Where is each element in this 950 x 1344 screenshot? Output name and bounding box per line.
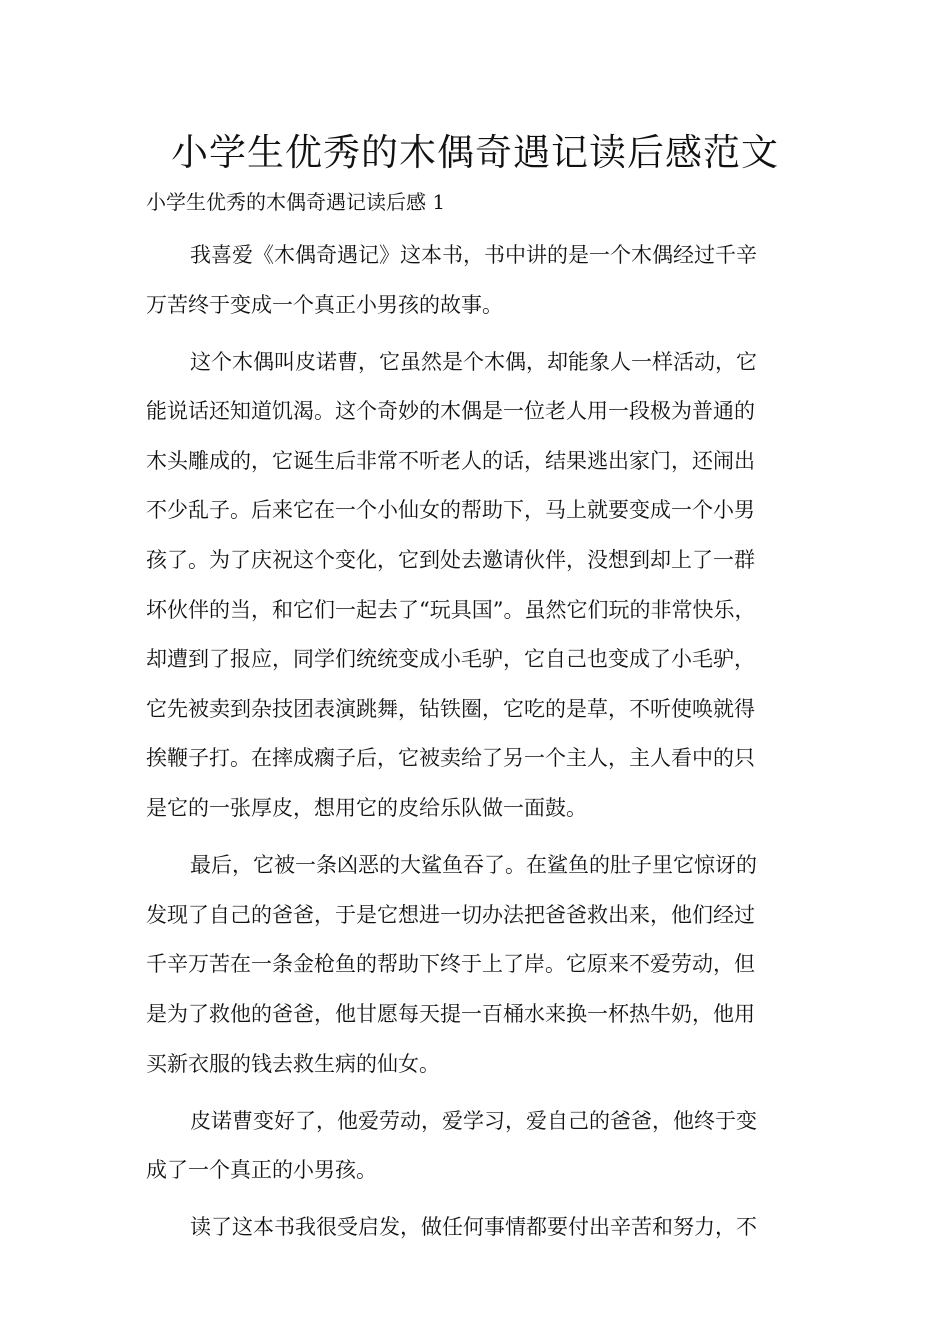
paragraph-line: 却遭到了报应，同学们统统变成小毛驴，它自己也变成了小毛驴，: [146, 647, 755, 672]
paragraph-line: 是为了救他的爸爸，他甘愿每天提一百桶水来换一杯热牛奶，他用: [146, 1001, 755, 1026]
paragraph-line: 坏伙伴的当，和它们一起去了“玩具国”。虽然它们玩的非常快乐，: [146, 597, 756, 622]
paragraph-line: 成了一个真正的小男孩。: [146, 1158, 377, 1183]
paragraph-line: 读了这本书我很受启发，做任何事情都要付出辛苦和努力，不: [190, 1215, 757, 1240]
paragraph-line: 挨鞭子打。在摔成瘸子后，它被卖给了另一个主人，主人看中的只: [146, 746, 755, 771]
paragraph-1: [146, 231, 836, 330]
paragraph-line: 发现了自己的爸爸，于是它想进一切办法把爸爸救出来，他们经过: [146, 902, 755, 927]
paragraph-line: 是它的一张厚皮，想用它的皮给乐队做一面鼓。: [146, 796, 587, 821]
paragraph-line: 能说话还知道饥渴。这个奇妙的木偶是一位老人用一段极为普通的: [146, 399, 755, 424]
paragraph-line: 我喜爱《木偶奇遇记》这本书，书中讲的是一个木偶经过千辛: [190, 243, 757, 267]
paragraph-line: 不少乱子。后来它在一个小仙女的帮助下，马上就要变成一个小男: [146, 498, 755, 523]
paragraph-line: 孩了。为了庆祝这个变化，它到处去邀请伙伴，没想到却上了一群: [146, 548, 755, 573]
paragraph-5: [146, 1203, 836, 1253]
paragraph-line: 皮诺曹变好了，他爱劳动，爱学习，爱自己的爸爸，他终于变: [190, 1108, 757, 1133]
document-title: 小学生优秀的木偶奇遇记读后感范文: [171, 131, 779, 174]
body-text: [146, 231, 836, 1260]
paragraph-line: 最后，它被一条凶恶的大鲨鱼吞了。在鲨鱼的肚子里它惊讶的: [190, 853, 757, 878]
paragraph-2: [146, 338, 836, 834]
paragraph-line: 木头雕成的，它诞生后非常不听老人的话，结果逃出家门，还闹出: [146, 448, 755, 473]
section-heading: 小学生优秀的木偶奇遇记读后感 1: [146, 190, 446, 214]
paragraph-line: 它先被卖到杂技团表演跳舞，钻铁圈，它吃的是草，不听使唤就得: [146, 696, 755, 721]
paragraph-line: 这个木偶叫皮诺曹，它虽然是个木偶，却能象人一样活动，它: [190, 349, 757, 374]
paragraph-line: 千辛万苦在一条金枪鱼的帮助下终于上了岸。它原来不爱劳动，但: [146, 952, 755, 977]
paragraph-3: [146, 841, 836, 1089]
paragraph-4: [146, 1097, 836, 1196]
paragraph-line: 万苦终于变成一个真正小男孩的故事。: [146, 292, 503, 317]
paragraph-line: 买新衣服的钱去救生病的仙女。: [146, 1051, 440, 1076]
